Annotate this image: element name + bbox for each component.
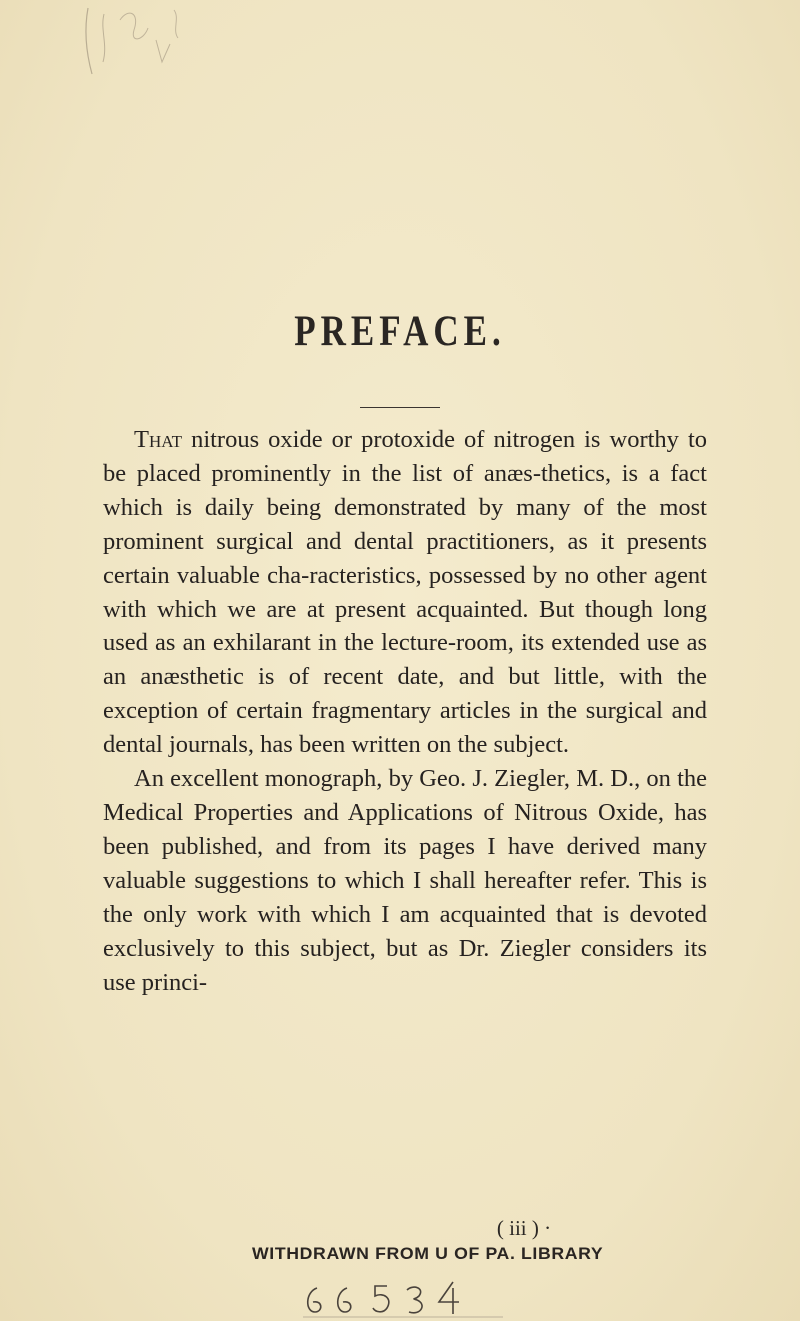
paragraph-2: An excellent monograph, by Geo. J. Ziegler, M. D., on the Medical Properties and Applications of Nitrous Oxide, has been published, and from its pages I have derived many valuable suggestions to which I shall hereafter refer. This is the only work with which I am acquainted that is devoted exclusively to this subject, but as Dr. Ziegler considers its use princi- — [103, 765, 707, 996]
page-number: ( iii ) · — [496, 1216, 552, 1240]
paragraph-1 — [103, 423, 707, 762]
page-title: PREFACE. — [294, 306, 506, 355]
paragraph-1-text: nitrous oxide or protoxide of nitrogen is worthy to be placed prominently in the list of anæs-thetics, is a fact which is daily being demonstrated by many of the most prominent surgical and dental practitioners, as it presents certain valuable cha-racteristics, possessed by no other agent with which we are at present acquainted. But though long used as an exhilarant in the lecture-room, its extended use as an anæsthetic is of recent date, and but little, with the exception of certain fragmentary articles in the surgical and dental journals, has been written on the subject. — [103, 426, 707, 759]
pencil-marks — [70, 0, 190, 90]
title-rule — [360, 407, 440, 408]
paragraph-1-lead: That — [134, 426, 183, 453]
library-stamp: WITHDRAWN FROM U OF PA. LIBRARY — [252, 1244, 604, 1263]
handwritten-note — [303, 1278, 513, 1318]
preface-body — [103, 423, 707, 999]
